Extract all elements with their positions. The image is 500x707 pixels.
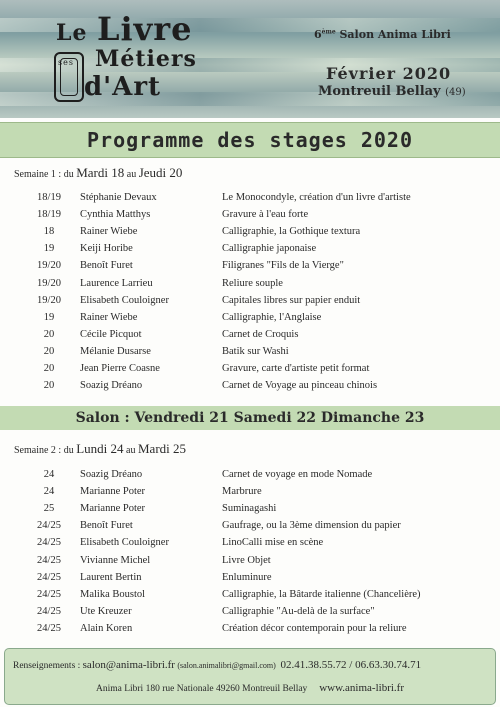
workshop-row: [18, 551, 421, 568]
workshop-title: Batik sur Washi: [222, 345, 289, 357]
workshop-date: 24/25: [37, 554, 61, 566]
header-banner: [0, 0, 500, 118]
instructor-name: Stéphanie Devaux: [80, 192, 157, 204]
workshop-date: 20: [43, 345, 55, 357]
week1-heading: Semaine 1 : du Mardi 18 au Jeudi 20: [14, 165, 183, 180]
workshop-row: [18, 360, 411, 377]
workshop-title: Gravure à l'eau forte: [222, 209, 309, 221]
workshop-row: [18, 240, 411, 257]
workshop-row: [18, 620, 421, 637]
instructor-name: Vivianne Michel: [80, 554, 151, 566]
workshop-row: [18, 483, 421, 500]
week1-workshop-table: [18, 189, 411, 394]
workshop-date: 24/25: [37, 571, 61, 583]
workshop-title: Marbrure: [222, 486, 262, 498]
workshop-title: Suminagashi: [222, 503, 277, 515]
contact-box: [4, 648, 496, 705]
workshop-date: 19/20: [37, 277, 61, 289]
instructor-name: Benoît Furet: [80, 520, 133, 532]
website-link[interactable]: www.anima-libri.fr: [319, 682, 405, 694]
workshop-row: [18, 517, 421, 534]
workshop-title: Capitales libres sur papier enduit: [222, 294, 361, 306]
contact-line: Renseignements : salon@anima-libri.fr (salon.animalibri@gmail.com) 02.41.38.55.72 / 06.63.30.74.71: [13, 659, 422, 671]
workshop-row: [18, 206, 411, 223]
workshop-date: 24/25: [37, 622, 61, 634]
workshop-row: [18, 257, 411, 274]
workshop-title: Livre Objet: [222, 554, 271, 566]
workshop-row: [18, 343, 411, 360]
workshop-date: 19: [43, 243, 55, 255]
logo-dart: d'Art: [84, 72, 162, 102]
address: Anima Libri 180 rue Nationale 49260 Montreuil Bellay: [95, 684, 308, 694]
workshop-row: [18, 586, 421, 603]
workshop-title: Enluminure: [222, 571, 272, 583]
workshop-title: Filigranes "Fils de la Vierge": [222, 260, 344, 272]
workshop-date: 24/25: [37, 588, 61, 600]
address-line: [5, 682, 495, 694]
workshop-date: 25: [43, 503, 55, 515]
workshop-date: 24/25: [37, 605, 61, 617]
workshop-row: [18, 326, 411, 343]
workshop-title: Le Monocondyle, création d'un livre d'artiste: [222, 192, 411, 204]
workshop-date: 20: [43, 362, 55, 374]
workshop-date: 24: [43, 486, 55, 498]
instructor-name: Cécile Picquot: [80, 328, 142, 340]
workshop-row: [18, 292, 411, 309]
workshop-date: 19/20: [37, 260, 61, 272]
workshop-row: [18, 309, 411, 326]
workshop-title: Carnet de Croquis: [222, 328, 299, 340]
workshop-date: 18/19: [37, 209, 61, 221]
instructor-name: Alain Koren: [80, 622, 133, 634]
week2-heading: Semaine 2 : du Lundi 24 au Mardi 25: [14, 441, 187, 456]
salon-dates: Salon : Vendredi 21 Samedi 22 Dimanche 23: [75, 410, 425, 426]
workshop-row: [18, 274, 411, 291]
instructor-name: Rainer Wiebe: [80, 226, 138, 238]
workshop-row: [18, 377, 411, 394]
workshop-row: [18, 534, 421, 551]
logo-le: Le: [56, 20, 88, 46]
workshop-date: 18: [43, 226, 55, 238]
instructor-name: Elisabeth Couloigner: [80, 537, 169, 549]
logo-metiers: Métiers: [95, 46, 197, 72]
instructor-name: Rainer Wiebe: [80, 311, 138, 323]
workshop-title: Reliure souple: [222, 277, 283, 289]
workshop-title: Gravure, carte d'artiste petit format: [222, 362, 370, 374]
instructor-name: Laurence Larrieu: [80, 277, 153, 289]
instructor-name: Ute Kreuzer: [80, 605, 132, 617]
instructor-name: Malika Boustol: [80, 588, 146, 600]
workshop-title: Calligraphie, l'Anglaise: [222, 311, 322, 323]
workshop-row: [18, 500, 421, 517]
instructor-name: Mélanie Dusarse: [80, 345, 151, 357]
event-place: Montreuil Bellay (49): [318, 84, 466, 99]
workshop-date: 20: [43, 328, 55, 340]
workshop-date: 24/25: [37, 520, 61, 532]
instructor-name: Marianne Poter: [80, 486, 146, 498]
workshop-title: Calligraphie, la Gothique textura: [222, 226, 361, 238]
instructor-name: Benoît Furet: [80, 260, 133, 272]
workshop-row: [18, 603, 421, 620]
instructor-name: Marianne Poter: [80, 503, 146, 515]
workshop-date: 19: [43, 311, 55, 323]
salon-edition: 6ème Salon Anima Libri: [314, 28, 451, 41]
workshop-title: LinoCalli mise en scène: [222, 537, 324, 549]
salon-dates-banner: [0, 406, 500, 430]
workshop-title: Gaufrage, ou la 3ème dimension du papier: [222, 520, 401, 532]
instructor-name: Keiji Horibe: [80, 243, 133, 255]
logo-ses: ses: [58, 58, 74, 67]
workshop-date: 19/20: [37, 294, 61, 306]
instructor-name: Elisabeth Couloigner: [80, 294, 169, 306]
instructor-name: Soazig Dréano: [80, 469, 143, 481]
program-title-banner: [0, 122, 500, 158]
program-title: Programme des stages 2020: [86, 128, 414, 152]
workshop-date: 24: [43, 469, 55, 481]
workshop-title: Calligraphie, la Bâtarde italienne (Chancelière): [222, 588, 421, 600]
workshop-date: 24/25: [37, 537, 61, 549]
workshop-date: 18/19: [37, 192, 61, 204]
workshop-title: Création décor contemporain pour la reliure: [222, 622, 407, 634]
week2-workshop-table: [18, 466, 421, 637]
workshop-row: [18, 223, 411, 240]
contact-email-alt[interactable]: (salon.animalibri@gmail.com): [177, 661, 276, 670]
workshop-title: Calligraphie japonaise: [222, 243, 317, 255]
contact-phones: 02.41.38.55.72 / 06.63.30.74.71: [280, 659, 422, 671]
instructor-name: Laurent Bertin: [80, 571, 142, 583]
logo-livre: Livre: [97, 10, 193, 48]
workshop-title: Carnet de voyage en mode Nomade: [222, 469, 373, 481]
workshop-title: Calligraphie "Au-delà de la surface": [222, 605, 375, 617]
workshop-row: [18, 569, 421, 586]
event-month: Février 2020: [326, 64, 452, 83]
workshop-row: [18, 466, 421, 483]
workshop-row: [18, 189, 411, 206]
workshop-date: 20: [43, 380, 55, 392]
instructor-name: Soazig Dréano: [80, 380, 143, 392]
contact-email[interactable]: salon@anima-libri.fr: [82, 659, 175, 671]
instructor-name: Jean Pierre Coasne: [80, 362, 160, 374]
instructor-name: Cynthia Matthys: [80, 209, 151, 221]
workshop-title: Carnet de Voyage au pinceau chinois: [222, 380, 378, 392]
